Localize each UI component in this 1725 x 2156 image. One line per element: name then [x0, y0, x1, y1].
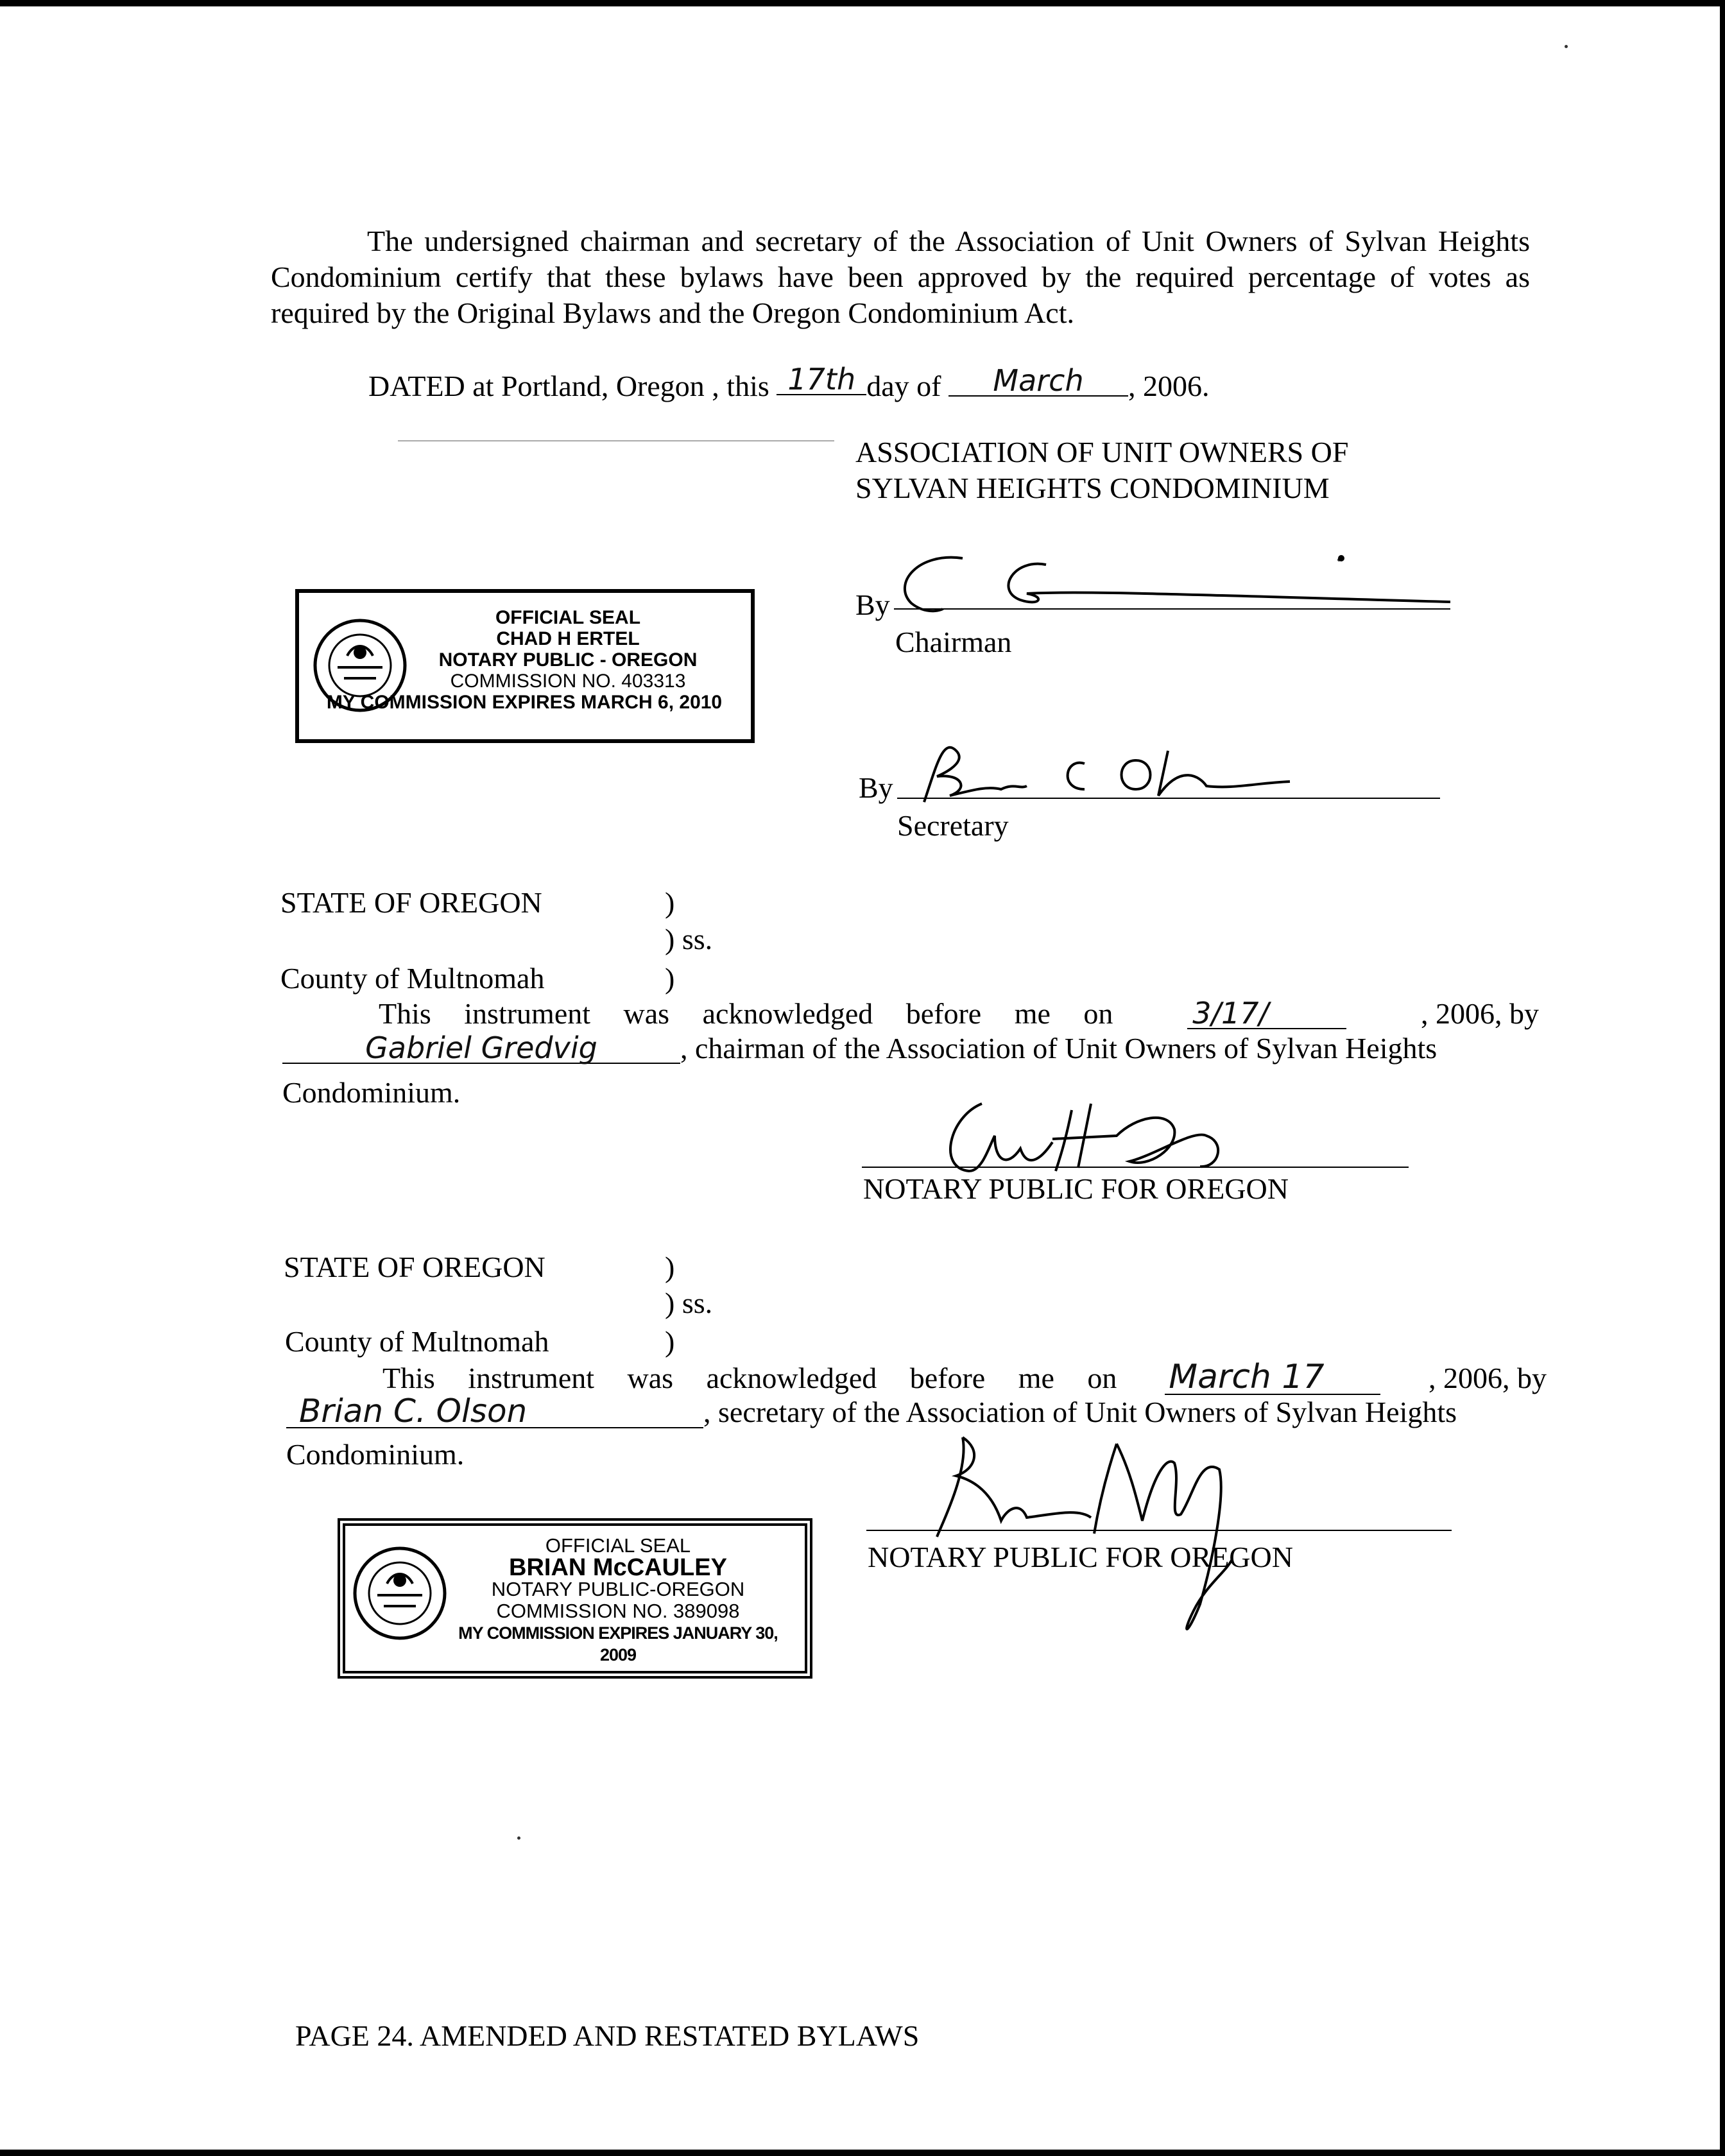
by-label-chairman: By — [855, 588, 890, 621]
ack-1-county: County of Multnomah — [280, 962, 545, 995]
secretary-signature — [898, 725, 1296, 815]
chairman-title: Chairman — [895, 626, 1012, 658]
ack-2-date: March 17 — [1165, 1360, 1380, 1395]
chairman-signature — [892, 539, 1457, 622]
seal-1-line-3: NOTARY PUBLIC - OREGON — [438, 649, 698, 671]
ack-1-condominium: Condominium. — [282, 1076, 461, 1109]
seal-2-line-3: NOTARY PUBLIC-OREGON — [491, 1578, 745, 1600]
scan-border-right — [1720, 0, 1725, 2156]
notary-2-label: NOTARY PUBLIC FOR OREGON — [868, 1541, 1293, 1573]
seal-1-line-5: MY COMMISSION EXPIRES MARCH 6, 2010 — [326, 692, 723, 713]
ack-1-line-2: Gabriel Gredvig , chairman of the Association of Unit Owners of Sylvan Heights — [282, 1033, 1437, 1064]
secretary-title: Secretary — [897, 809, 1009, 842]
seal-2-line-5: MY COMMISSION EXPIRES JANUARY 30, 2009 — [458, 1623, 778, 1664]
ack-2-line-2: Brian C. Olson , secretary of the Association of Unit Owners of Sylvan Heights — [286, 1395, 1457, 1428]
notary-1-signature-line — [862, 1167, 1409, 1168]
scan-border-bottom — [0, 2150, 1725, 2156]
notary-2-signature-line — [866, 1530, 1452, 1531]
seal-1-line-4: COMMISSION NO. 403313 — [450, 671, 686, 692]
scan-speck — [1565, 45, 1568, 48]
ack-1-paren-2: ) — [665, 962, 675, 995]
ack-2-county: County of Multnomah — [285, 1325, 549, 1358]
notary-1-label: NOTARY PUBLIC FOR OREGON — [863, 1172, 1289, 1205]
dated-month: March — [948, 366, 1128, 397]
ack-2-condominium: Condominium. — [286, 1438, 465, 1471]
ack-1-ss: ) ss. — [665, 923, 713, 955]
notary-2-signature — [924, 1431, 1309, 1643]
seal-1-line-2: CHAD H ERTEL — [496, 628, 640, 649]
faint-rule — [398, 440, 834, 441]
seal-1-line-1: OFFICIAL SEAL — [495, 607, 641, 628]
ack-2-state: STATE OF OREGON — [284, 1251, 545, 1283]
seal-2-line-2: BRIAN McCAULEY — [509, 1554, 727, 1581]
notary-seal-brian-mccauley — [338, 1518, 812, 1679]
ack-1-line-1: This instrument was acknowledged before me on 3/17/ , 2006, by — [379, 996, 1539, 1031]
oregon-state-seal-icon — [352, 1545, 448, 1641]
by-label-secretary: By — [859, 771, 893, 804]
association-name-line-1: ASSOCIATION OF UNIT OWNERS OF — [855, 436, 1349, 468]
ack-2-ss: ) ss. — [665, 1287, 713, 1319]
scan-speck — [517, 1836, 520, 1840]
association-name-line-2: SYLVAN HEIGHTS CONDOMINIUM — [855, 472, 1330, 504]
ack-2-line-1: This instrument was acknowledged before me on March 17 , 2006, by — [382, 1358, 1547, 1396]
ack-1-date: 3/17/ — [1187, 998, 1346, 1029]
page-footer: PAGE 24. AMENDED AND RESTATED BYLAWS — [295, 2019, 920, 2052]
scan-border-top — [0, 0, 1725, 6]
certification-paragraph: The undersigned chairman and secretary of the Association of Unit Owners of Sylvan Heights Condominium certify that these bylaws have been approved by the required percentage of votes as required by the Original Bylaws and the Oregon Condominium Act. — [271, 225, 1530, 329]
dated-day: 17th — [777, 364, 866, 395]
ack-1-name: Gabriel Gredvig — [282, 1033, 680, 1064]
seal-2-line-1: OFFICIAL SEAL — [545, 1534, 691, 1557]
seal-1-text — [326, 607, 741, 713]
ack-2-paren-1: ) — [665, 1251, 675, 1283]
ack-1-state: STATE OF OREGON — [280, 886, 542, 919]
ack-2-name: Brian C. Olson — [286, 1395, 703, 1428]
ack-2-paren-2: ) — [665, 1325, 675, 1358]
ack-1-paren-1: ) — [665, 886, 675, 919]
dated-line: DATED at Portland, Oregon , this 17th day of March , 2006. — [368, 362, 1210, 402]
notary-seal-chad-ertel — [295, 589, 755, 743]
seal-2-text — [442, 1535, 794, 1666]
seal-2-line-4: COMMISSION NO. 389098 — [496, 1600, 740, 1622]
